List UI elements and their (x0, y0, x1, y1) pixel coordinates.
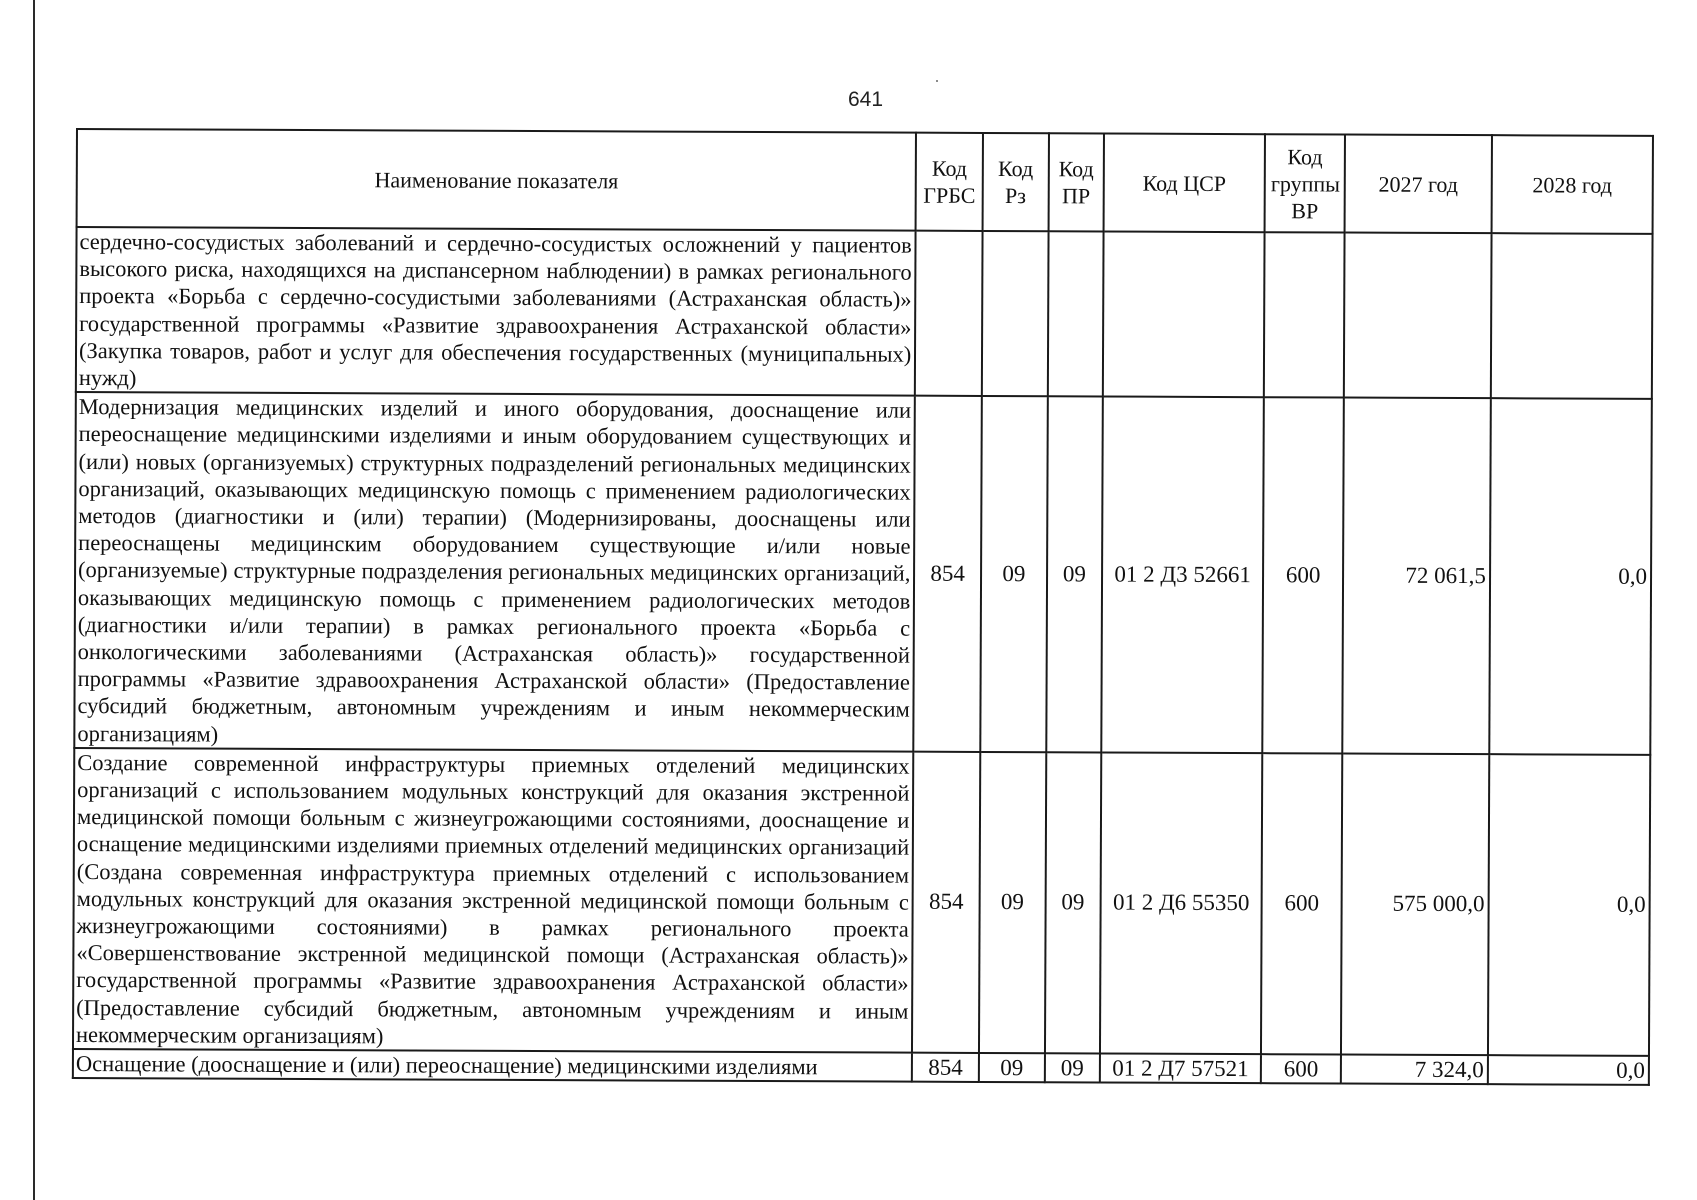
page-number: 641 (848, 88, 884, 111)
row-rz: 09 (980, 396, 1047, 752)
row-name: сердечно-сосудистых заболеваний и сердечно-сосудистых осложнений у пациентов высокого риска, находящихся на диспансерном наблюдении) в рамках регионального проекта «Борьба с сердечно-сосудистыми заболеваниями (Астраханская область)» государственной программы «Развитие здравоохранения Астраханской области» (Закупка товаров, работ и услуг для обеспечения государственных (муниципальных) нужд) (76, 227, 916, 396)
row-pr: 09 (1044, 1053, 1100, 1082)
row-vr: 600 (1261, 753, 1342, 1055)
row-vr (1264, 232, 1345, 398)
row-csr: 01 2 Д7 57521 (1100, 1054, 1261, 1084)
row-name: Создание современной инфраструктуры приемных отделений медицинских организаций с использованием модульных конструкций для оказания экстренной медицинской помощи больным с жизнеугрожающими состояниями, дооснащение и оснащение медицинскими изделиями приемных отделений медицинских организаций (Создана современная инфраструктура приемных отделений с использованием модульных конструкций для оказания экстренной медицинской помощи больным с жизнеугрожающими состояниями) в рамках регионального проекта «Совершенствование экстренной медицинской помощи (Астраханская область)» государственной программы «Развитие здравоохранения Астраханской области» (Предоставление субсидий бюджетным, автономным учреждениям и иным некоммерческим организациям) (73, 748, 914, 1053)
row-grbs: 854 (912, 1053, 979, 1082)
table-row (74, 392, 1652, 755)
table-row (73, 748, 1650, 1056)
row-2028: 0,0 (1488, 1055, 1649, 1085)
scan-margin-line (33, 0, 35, 1200)
row-grbs (915, 231, 982, 397)
header-vr: Код группы ВР (1265, 134, 1345, 232)
row-vr: 600 (1262, 397, 1344, 753)
row-2028 (1491, 233, 1653, 399)
row-2027 (1344, 233, 1491, 399)
row-rz (982, 231, 1048, 397)
table-row (73, 1049, 1649, 1085)
scan-speck (936, 80, 938, 82)
header-csr: Код ЦСР (1104, 133, 1266, 232)
header-pr: Код ПР (1048, 133, 1104, 231)
row-rz: 09 (979, 752, 1046, 1054)
header-2028: 2028 год (1491, 135, 1653, 234)
row-vr: 600 (1261, 1054, 1341, 1084)
header-rz: Код Рз (983, 133, 1049, 231)
row-pr (1047, 231, 1103, 396)
header-name: Наименование показателя (77, 129, 917, 231)
row-2027: 7 324,0 (1341, 1055, 1488, 1085)
header-row (77, 129, 1653, 234)
row-csr (1103, 231, 1265, 397)
row-grbs: 854 (914, 396, 982, 752)
row-name: Оснащение (дооснащение и (или) переоснащение) медицинскими изделиями (73, 1049, 912, 1082)
row-name: Модернизация медицинских изделий и иного оборудования, дооснащение или переоснащение медицинскими изделиями и иным оборудованием существующих и (или) новых (организуемых) структурных подразделений региональных медицинских организаций, оказывающих медицинскую помощь с применением радиологических методов (диагностики и (или) терапии) (Модернизированы, дооснащены или переоснащены медицинским оборудованием существующие и/или новые (организуемые) структурные подразделения региональных медицинских организаций, оказывающих медицинскую помощь с применением радиологических методов (диагностики и/или терапии) в рамках регионального проекта «Борьба с онкологическими заболеваниями (Астраханская область)» государственной программы «Развитие здравоохранения Астраханской области» (Предоставление субсидий бюджетным, автономным учреждениям и иным некоммерческим организациям) (74, 392, 915, 751)
header-grbs: Код ГРБС (916, 133, 983, 231)
row-csr: 01 2 Д3 52661 (1101, 397, 1264, 753)
row-2028: 0,0 (1488, 754, 1650, 1056)
row-rz: 09 (979, 1053, 1045, 1082)
row-2027: 72 061,5 (1342, 398, 1490, 754)
budget-table (72, 128, 1654, 1086)
table-row (76, 227, 1653, 399)
row-grbs: 854 (912, 752, 980, 1054)
row-pr: 09 (1046, 396, 1103, 752)
row-2027: 575 000,0 (1341, 753, 1489, 1055)
row-csr: 01 2 Д6 55350 (1100, 752, 1262, 1054)
row-2028: 0,0 (1489, 398, 1652, 754)
row-pr: 09 (1045, 752, 1102, 1053)
header-2027: 2027 год (1345, 135, 1492, 234)
